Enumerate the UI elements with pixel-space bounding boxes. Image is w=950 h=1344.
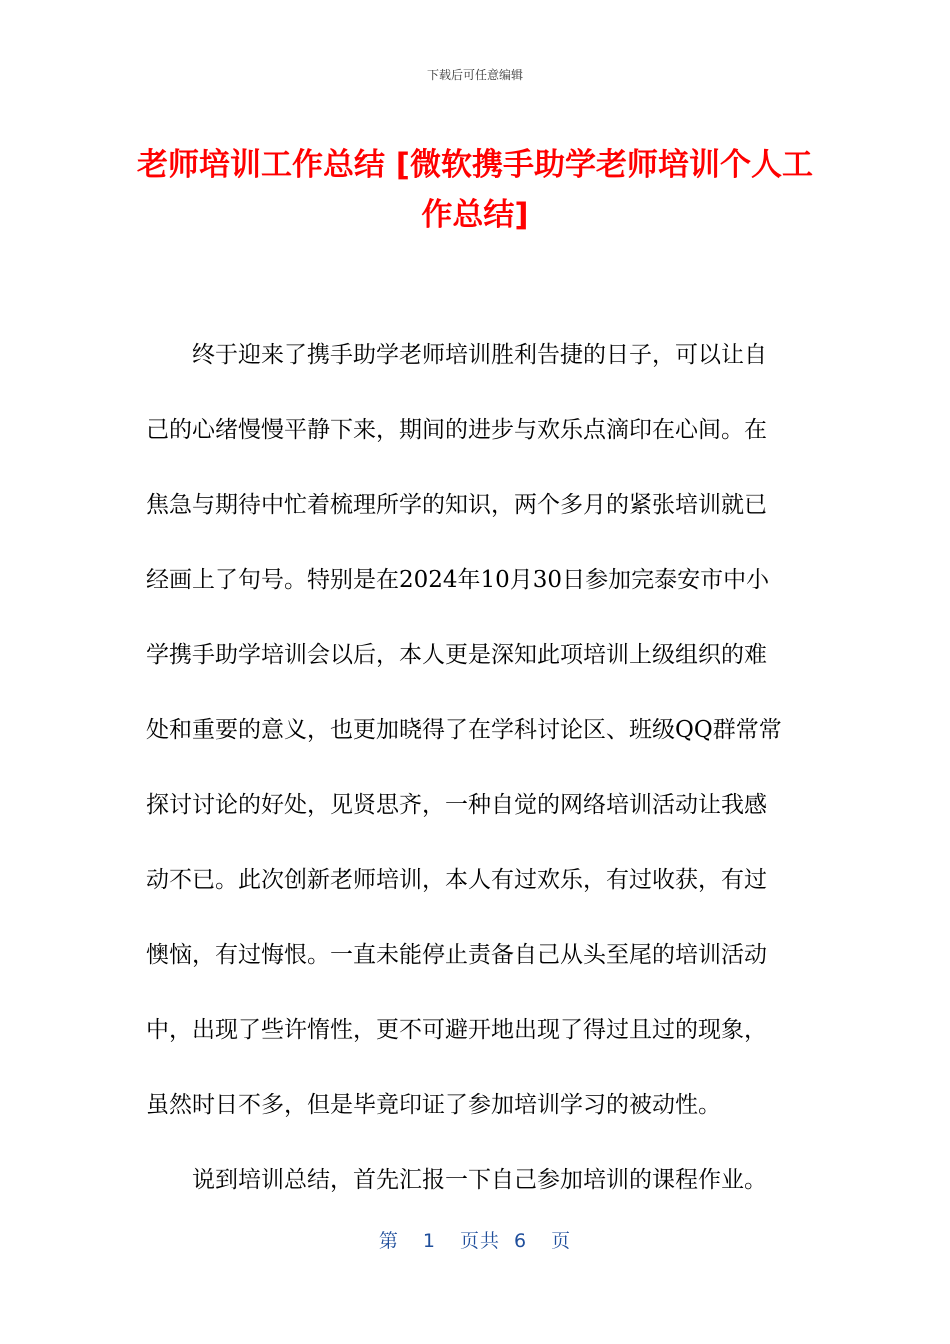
- header-note: 下载后可任意编辑: [426, 68, 523, 82]
- document-body: [146, 318, 806, 1218]
- paragraph-line: 学携手助学培训会以后，本人更是深知此项培训上级组织的难: [146, 642, 767, 668]
- paragraph-line: 己的心绪慢慢平静下来，期间的进步与欢乐点滴印在心间。在: [146, 417, 767, 443]
- paragraph-line: 说到培训总结，首先汇报一下自己参加培训的课程作业。: [192, 1167, 767, 1193]
- footer-suffix: 页: [551, 1230, 572, 1252]
- paragraph-line: 中，出现了些许惰性，更不可避开地出现了得过且过的现象，: [146, 1017, 767, 1043]
- paragraph-line: 处和重要的意义，也更加晓得了在学科讨论区、班级QQ群常常: [146, 717, 782, 743]
- paragraph-2: [146, 1143, 806, 1218]
- footer-prefix: 第: [378, 1230, 399, 1252]
- paragraph-line: 探讨讨论的好处，见贤思齐，一种自觉的网络培训活动让我感: [146, 792, 767, 818]
- paragraph-1: [146, 318, 806, 1143]
- paragraph-line: 虽然时日不多，但是毕竟印证了参加培训学习的被动性。: [146, 1092, 721, 1118]
- paragraph-line: 懊恼，有过悔恨。一直未能停止责备自己从头至尾的培训活动: [146, 942, 767, 968]
- current-page-number: 1: [422, 1230, 436, 1252]
- document-title: 老师培训工作总结 [微软携手助学老师培训个人工作总结]: [137, 147, 813, 233]
- paragraph-line: 终于迎来了携手助学老师培训胜利告捷的日子，可以让自: [192, 342, 767, 368]
- footer-middle: 页共: [459, 1230, 500, 1252]
- paragraph-line: 经画上了句号。特别是在2024年10月30日参加完泰安市中小: [146, 567, 770, 593]
- total-pages-number: 6: [514, 1230, 528, 1252]
- paragraph-line: 焦急与期待中忙着梳理所学的知识，两个多月的紧张培训就已: [146, 492, 767, 518]
- paragraph-line: 动不已。此次创新老师培训，本人有过欢乐，有过收获，有过: [146, 867, 767, 893]
- page-footer: [0, 1226, 950, 1253]
